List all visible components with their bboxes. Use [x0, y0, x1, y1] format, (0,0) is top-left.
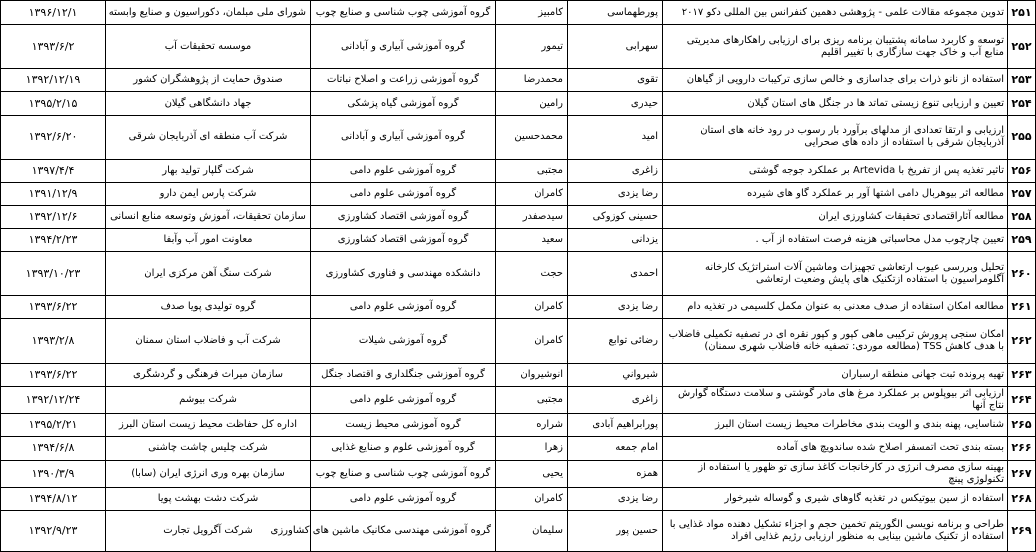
row-number: ۲۶۳	[1008, 363, 1036, 386]
project-title: ارزیابی و ارتقا تعدادی از مدلهای برآورد بار رسوب در رود خانه های استان آذربایجان شرقی با استفاده از داده های صحرایی	[663, 115, 1008, 159]
researcher-last-name: احمدی	[568, 252, 663, 296]
contract-date: ۱۳۹۲/۱۲/۱۹	[1, 69, 106, 92]
row-number: ۲۵۷	[1008, 182, 1036, 205]
researcher-first-name: کامران	[496, 182, 568, 205]
project-title: بهینه سازی مصرف انرژی در کارخانجات کاغذ سازی تو ظهور یا استفاده از تکنولوژی پینچ	[663, 460, 1008, 488]
researcher-first-name: محمدحسین	[496, 115, 568, 159]
researcher-first-name: کامران	[496, 296, 568, 319]
table-row	[1, 182, 1036, 205]
department: گروه آموزشی علوم دامی	[311, 296, 496, 319]
row-number: ۲۶۸	[1008, 488, 1036, 511]
row-number: ۲۶۲	[1008, 319, 1036, 363]
funding-organization: شرکت آب و فاضلاب استان سمنان	[106, 319, 311, 363]
row-number: ۲۵۳	[1008, 69, 1036, 92]
researcher-first-name: کامران	[496, 319, 568, 363]
row-number: ۲۵۱	[1008, 1, 1036, 25]
researcher-first-name: سعید	[496, 229, 568, 252]
funding-organization: جهاد دانشگاهی گیلان	[106, 92, 311, 115]
researcher-last-name: حسین پور	[568, 511, 663, 552]
department: گروه آموزشی چوب شناسی و صنایع چوب	[311, 460, 496, 488]
table-body	[1, 1, 1036, 552]
funding-organization: سازمان میراث فرهنگی و گردشگری	[106, 363, 311, 386]
researcher-first-name: رامین	[496, 92, 568, 115]
table-row	[1, 159, 1036, 182]
researcher-last-name: حسینی کوزوکی	[568, 205, 663, 228]
project-title: تعیین و ارزیابی تنوع زیستی تماتد ها در جنگل های استان گیلان	[663, 92, 1008, 115]
row-number: ۲۵۴	[1008, 92, 1036, 115]
department: گروه آموزشی زراعت و اصلاح نباتات	[311, 69, 496, 92]
project-title: استفاده از نانو ذرات برای جداسازی و خالص سازی ترکیبات دارویی از گیاهان	[663, 69, 1008, 92]
funding-organization: شرکت بیوشم	[106, 386, 311, 414]
researcher-last-name: شیرواني	[568, 363, 663, 386]
contract-date: ۱۳۹۴/۶/۸	[1, 437, 106, 460]
row-number: ۲۵۵	[1008, 115, 1036, 159]
table-row	[1, 511, 1036, 552]
funding-organization: موسسه تحقیقات آب	[106, 25, 311, 69]
table-row	[1, 115, 1036, 159]
contract-date: ۱۳۹۲/۱۲/۲۴	[1, 386, 106, 414]
researcher-first-name: مجتبی	[496, 159, 568, 182]
funding-organization: گروه تولیدی پویا صدف	[106, 296, 311, 319]
contract-date: ۱۳۹۳/۱۰/۲۳	[1, 252, 106, 296]
table-row	[1, 229, 1036, 252]
table-row	[1, 205, 1036, 228]
row-number: ۲۵۶	[1008, 159, 1036, 182]
researcher-last-name: رضا یزدی	[568, 182, 663, 205]
row-number: ۲۶۹	[1008, 511, 1036, 552]
funding-organization: سازمان بهره وری انرژی ایران (سابا)	[106, 460, 311, 488]
contract-date: ۱۳۹۵/۲/۱۵	[1, 92, 106, 115]
researcher-last-name: همزه	[568, 460, 663, 488]
department: گروه آموزشی علوم دامی	[311, 182, 496, 205]
researcher-last-name: پورابراهیم آبادی	[568, 414, 663, 437]
researcher-first-name: زهرا	[496, 437, 568, 460]
contract-date: ۱۳۹۳/۶/۲۲	[1, 296, 106, 319]
contract-date: ۱۳۹۴/۸/۱۲	[1, 488, 106, 511]
table-row	[1, 386, 1036, 414]
researcher-first-name: کامران	[496, 488, 568, 511]
department: گروه آموزشی علوم دامی	[311, 488, 496, 511]
funding-organization: معاونت امور آب وآبفا	[106, 229, 311, 252]
project-title: بسته بندی تحت اتمسفر اصلاح شده ساندویچ های آماده	[663, 437, 1008, 460]
table-row	[1, 92, 1036, 115]
researcher-last-name: امید	[568, 115, 663, 159]
table-row	[1, 414, 1036, 437]
contract-date: ۱۳۹۷/۴/۴	[1, 159, 106, 182]
department: گروه آموزشی اقتصاد کشاورزی	[311, 229, 496, 252]
row-number: ۲۶۴	[1008, 386, 1036, 414]
researcher-first-name: تیمور	[496, 25, 568, 69]
row-number: ۲۶۰	[1008, 252, 1036, 296]
department: گروه آموزشی چوب شناسی و صنایع چوب	[311, 1, 496, 25]
project-title: مطالعه آثاراقتصادی تحقیقات کشاورزی ایران	[663, 205, 1008, 228]
row-number: ۲۵۸	[1008, 205, 1036, 228]
contract-date: ۱۳۹۲/۱۲/۶	[1, 205, 106, 228]
project-title: تدوین مجموعه مقالات علمی - پژوهشی دهمین کنفرانس بین المللی دکو ۲۰۱۷	[663, 1, 1008, 25]
department: گروه آموزشی آبیاری و آبادانی	[311, 115, 496, 159]
table-row	[1, 488, 1036, 511]
table-row	[1, 296, 1036, 319]
funding-organization: شرکت آگرویل تجارت	[106, 511, 311, 552]
researcher-last-name: رضا یزدی	[568, 296, 663, 319]
project-title: تهیه پرونده ثبت جهانی منطقه ارسباران	[663, 363, 1008, 386]
project-title: امکان سنجی پرورش ترکیبی ماهی کپور و کپور نقره ای در تصفیه تکمیلی فاضلاب با هدف کاهش TSS (مطالعه موردی: تصفیه خانه فاضلاب شهری سمنان)	[663, 319, 1008, 363]
row-number: ۲۵۹	[1008, 229, 1036, 252]
project-title: مطالعه امکان استفاده از صدف معدنی به عنوان مکمل کلسیمی در تغذیه دام	[663, 296, 1008, 319]
funding-organization: شرکت دشت بهشت پویا	[106, 488, 311, 511]
researcher-first-name: سیدصفدر	[496, 205, 568, 228]
researcher-first-name: حجت	[496, 252, 568, 296]
project-title: تعیین چارچوب مدل محاسباتی هزینه فرصت استفاده از آب .	[663, 229, 1008, 252]
project-title: ارزیابی اثر بیوپلوس بر عملکرد مرغ های مادر گوشتی و سلامت دستگاه گوارش نتاج آنها	[663, 386, 1008, 414]
contract-date: ۱۳۹۵/۲/۲۱	[1, 414, 106, 437]
table-row	[1, 437, 1036, 460]
researcher-last-name: حیدری	[568, 92, 663, 115]
project-title: توسعه و کاربرد سامانه پشتیبان برنامه ریزی برای ارزیابی راهکارهای مدیریتی منابع آب و خاک جهت سازگاری با تغییر اقلیم	[663, 25, 1008, 69]
table-row	[1, 363, 1036, 386]
row-number: ۲۶۷	[1008, 460, 1036, 488]
department: گروه آموزشی محیط زیست	[311, 414, 496, 437]
researcher-last-name: یزدانی	[568, 229, 663, 252]
department: گروه آموزشی اقتصاد کشاورزی	[311, 205, 496, 228]
funding-organization: صندوق حمایت از پژوهشگران کشور	[106, 69, 311, 92]
researcher-first-name: مجتبی	[496, 386, 568, 414]
contract-date: ۱۳۹۲/۹/۲۳	[1, 511, 106, 552]
researcher-last-name: سهرابی	[568, 25, 663, 69]
funding-organization: شرکت پارس ایمن دارو	[106, 182, 311, 205]
table-row	[1, 319, 1036, 363]
table-row	[1, 69, 1036, 92]
researcher-last-name: پورطهماسی	[568, 1, 663, 25]
department: گروه آموزشی گیاه پزشکی	[311, 92, 496, 115]
researcher-last-name: امام جمعه	[568, 437, 663, 460]
project-title: شناسایی، پهنه بندی و الویت بندی مخاطرات محیط زیست استان البرز	[663, 414, 1008, 437]
department: گروه آموزشی علوم دامی	[311, 386, 496, 414]
researcher-last-name: رضا یزدی	[568, 488, 663, 511]
row-number: ۲۶۱	[1008, 296, 1036, 319]
researcher-last-name: تقوی	[568, 69, 663, 92]
contract-date: ۱۳۹۳/۶/۲	[1, 25, 106, 69]
contract-date: ۱۳۹۰/۳/۹	[1, 460, 106, 488]
researcher-last-name: رضائی توابع	[568, 319, 663, 363]
row-number: ۲۵۲	[1008, 25, 1036, 69]
project-title: تاثیر تغذیه پس از تفریخ با Artevida بر عملکرد جوجه گوشتی	[663, 159, 1008, 182]
contract-date: ۱۳۹۳/۶/۲۲	[1, 363, 106, 386]
funding-organization: شرکت گلپار تولید بهار	[106, 159, 311, 182]
table-row	[1, 1, 1036, 25]
project-title: طراحی و برنامه نویسی الگوریتم تخمین حجم و اجزاء تشکیل دهنده مواد غذایی با استفاده از تکنیک ماشین بینایی به منظور ارزیابی رژیم غذایی افراد	[663, 511, 1008, 552]
project-title: تحلیل وبررسی عیوب ارتعاشی تجهیزات وماشین آلات استراتژیک کارخانه آگلومراسیون با استفاده ازتکنیک های پایش وضعیت ارتعاشی	[663, 252, 1008, 296]
contract-date: ۱۳۹۱/۱۲/۹	[1, 182, 106, 205]
contract-date: ۱۳۹۴/۲/۲۳	[1, 229, 106, 252]
project-title: مطالعه اثر بیوهربال دامی اشتها آور بر عملکرد گاو های شیرده	[663, 182, 1008, 205]
department: گروه آموزشی مهندسی مکانیک ماشین های کشاورزی	[311, 511, 496, 552]
researcher-first-name: سلیمان	[496, 511, 568, 552]
researcher-first-name: کامبیز	[496, 1, 568, 25]
department: دانشکده مهندسی و فناوری کشاورزی	[311, 252, 496, 296]
researcher-first-name: شراره	[496, 414, 568, 437]
department: گروه آموزشی آبیاری و آبادانی	[311, 25, 496, 69]
researcher-first-name: یحیی	[496, 460, 568, 488]
row-number: ۲۶۶	[1008, 437, 1036, 460]
department: گروه آموزشی علوم دامی	[311, 159, 496, 182]
researcher-last-name: زاغری	[568, 159, 663, 182]
contract-date: ۱۳۹۲/۶/۲۰	[1, 115, 106, 159]
row-number: ۲۶۵	[1008, 414, 1036, 437]
funding-organization: شرکت سنگ آهن مرکزی ایران	[106, 252, 311, 296]
project-title: استفاده از سین بیوتیکس در تغذیه گاوهای شیری و گوساله شیرخوار	[663, 488, 1008, 511]
researcher-first-name: محمدرضا	[496, 69, 568, 92]
department: گروه آموزشی شیلات	[311, 319, 496, 363]
contract-date: ۱۳۹۶/۱۲/۱	[1, 1, 106, 25]
funding-organization: شرکت چلیس چاشت چاشنی	[106, 437, 311, 460]
department: گروه آموزشی علوم و صنایع غذایی	[311, 437, 496, 460]
table-row	[1, 460, 1036, 488]
contract-date: ۱۳۹۳/۲/۸	[1, 319, 106, 363]
funding-organization: شورای ملی مبلمان، دکوراسیون و صنایع وابسته	[106, 1, 311, 25]
funding-organization: سازمان تحقیقات، آموزش وتوسعه منابع انسانی	[106, 205, 311, 228]
department: گروه آموزشی جنگلداری و اقتصاد جنگل	[311, 363, 496, 386]
researcher-last-name: زاغری	[568, 386, 663, 414]
table-row	[1, 252, 1036, 296]
funding-organization: اداره کل حفاظت محیط زیست استان البرز	[106, 414, 311, 437]
table-row	[1, 25, 1036, 69]
researcher-first-name: انوشیروان	[496, 363, 568, 386]
funding-organization: شرکت آب منطقه ای آذربایجان شرقی	[106, 115, 311, 159]
